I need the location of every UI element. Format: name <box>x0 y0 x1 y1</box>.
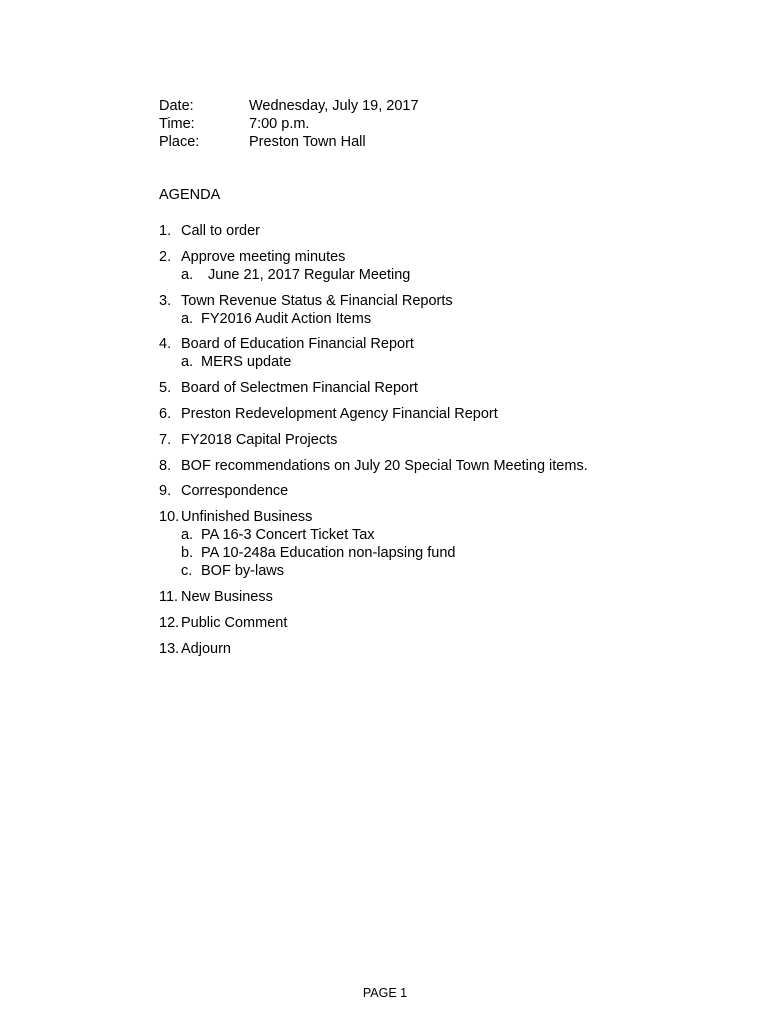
agenda-item-number: 9. <box>159 483 172 500</box>
agenda-item <box>159 588 679 606</box>
agenda-item-line <box>159 614 679 632</box>
agenda-item-text: Preston Redevelopment Agency Financial Report <box>181 405 498 422</box>
time-label: Time: <box>159 116 195 132</box>
agenda-item <box>159 482 679 500</box>
agenda-item <box>159 335 679 371</box>
place-row <box>159 133 419 151</box>
agenda-item-number: 5. <box>159 380 172 397</box>
agenda-subitem <box>159 353 679 371</box>
agenda-item-number: 10. <box>159 509 180 526</box>
agenda-item-text: New Business <box>181 588 273 605</box>
agenda-item-line <box>159 482 679 500</box>
agenda-subitem-text: PA 10-248a Education non-lapsing fund <box>201 545 456 562</box>
agenda-item <box>159 508 679 580</box>
agenda-item-text: FY2018 Capital Projects <box>181 431 338 448</box>
agenda-subitem <box>159 266 679 284</box>
agenda-item-text: Board of Selectmen Financial Report <box>181 380 418 397</box>
agenda-item <box>159 222 679 240</box>
agenda-item <box>159 248 679 284</box>
agenda-item <box>159 457 679 475</box>
agenda-subitem-text: June 21, 2017 Regular Meeting <box>208 266 411 283</box>
agenda-subitem-text: BOF by-laws <box>201 563 284 580</box>
agenda-item-text: BOF recommendations on July 20 Special Town Meeting items. <box>181 457 588 474</box>
agenda-item-number: 13. <box>159 640 180 657</box>
agenda-subitem-letter: a. <box>181 310 194 327</box>
agenda-item-text: Adjourn <box>181 640 231 657</box>
agenda-item-text: Call to order <box>181 223 260 239</box>
agenda-item-number: 4. <box>159 336 172 353</box>
agenda-item-number: 11. <box>159 588 179 605</box>
agenda-item-line <box>159 335 679 353</box>
agenda-item-text: Board of Education Financial Report <box>181 336 414 353</box>
agenda-item-line <box>159 222 679 240</box>
date-label: Date: <box>159 98 194 114</box>
agenda-item <box>159 614 679 632</box>
date-row <box>159 97 419 115</box>
agenda-item <box>159 405 679 423</box>
agenda-item <box>159 431 679 449</box>
agenda-subitem <box>159 544 679 562</box>
agenda-item-line <box>159 640 679 658</box>
agenda-item-text: Approve meeting minutes <box>181 248 346 265</box>
place-value: Preston Town Hall <box>249 134 366 150</box>
agenda-item-text: Town Revenue Status & Financial Reports <box>181 292 453 309</box>
agenda-item-number: 1. <box>159 223 172 239</box>
page-number: PAGE 1 <box>362 986 408 1000</box>
agenda-subitem-letter: a. <box>181 354 194 371</box>
agenda-item-number: 8. <box>159 457 172 474</box>
agenda-item-line <box>159 457 679 475</box>
agenda-subitem <box>159 526 679 544</box>
agenda-subitem-letter: b. <box>181 545 194 562</box>
agenda-item <box>159 640 679 658</box>
time-value: 7:00 p.m. <box>249 116 310 132</box>
agenda-subitem-text: FY2016 Audit Action Items <box>201 310 372 327</box>
agenda-list <box>159 222 679 665</box>
agenda-item-line <box>159 248 679 266</box>
agenda-item-line <box>159 405 679 423</box>
agenda-subitem-letter: c. <box>181 563 193 580</box>
agenda-item-number: 3. <box>159 292 172 309</box>
agenda-item-number: 2. <box>159 248 172 265</box>
agenda-subitem-text: MERS update <box>201 354 292 371</box>
place-label: Place: <box>159 134 200 150</box>
agenda-subitem-text: PA 16-3 Concert Ticket Tax <box>201 527 375 544</box>
agenda-subitem <box>159 562 679 580</box>
agenda-item-text: Correspondence <box>181 483 289 500</box>
agenda-subitem-letter: a. <box>181 266 194 283</box>
agenda-subitem <box>159 310 679 328</box>
agenda-item <box>159 379 679 397</box>
agenda-item <box>159 292 679 328</box>
agenda-item-text: Unfinished Business <box>181 509 313 526</box>
meeting-details <box>159 97 419 151</box>
agenda-item-number: 12. <box>159 614 180 631</box>
time-row <box>159 115 419 133</box>
agenda-heading: AGENDA <box>159 187 221 203</box>
agenda-item-line <box>159 379 679 397</box>
agenda-item-number: 6. <box>159 405 172 422</box>
agenda-subitem-letter: a. <box>181 527 194 544</box>
agenda-item-number: 7. <box>159 431 172 448</box>
agenda-item-line <box>159 588 679 606</box>
agenda-item-line <box>159 292 679 310</box>
date-value: Wednesday, July 19, 2017 <box>249 98 419 114</box>
agenda-item-text: Public Comment <box>181 614 288 631</box>
agenda-item-line <box>159 508 679 526</box>
agenda-item-line <box>159 431 679 449</box>
